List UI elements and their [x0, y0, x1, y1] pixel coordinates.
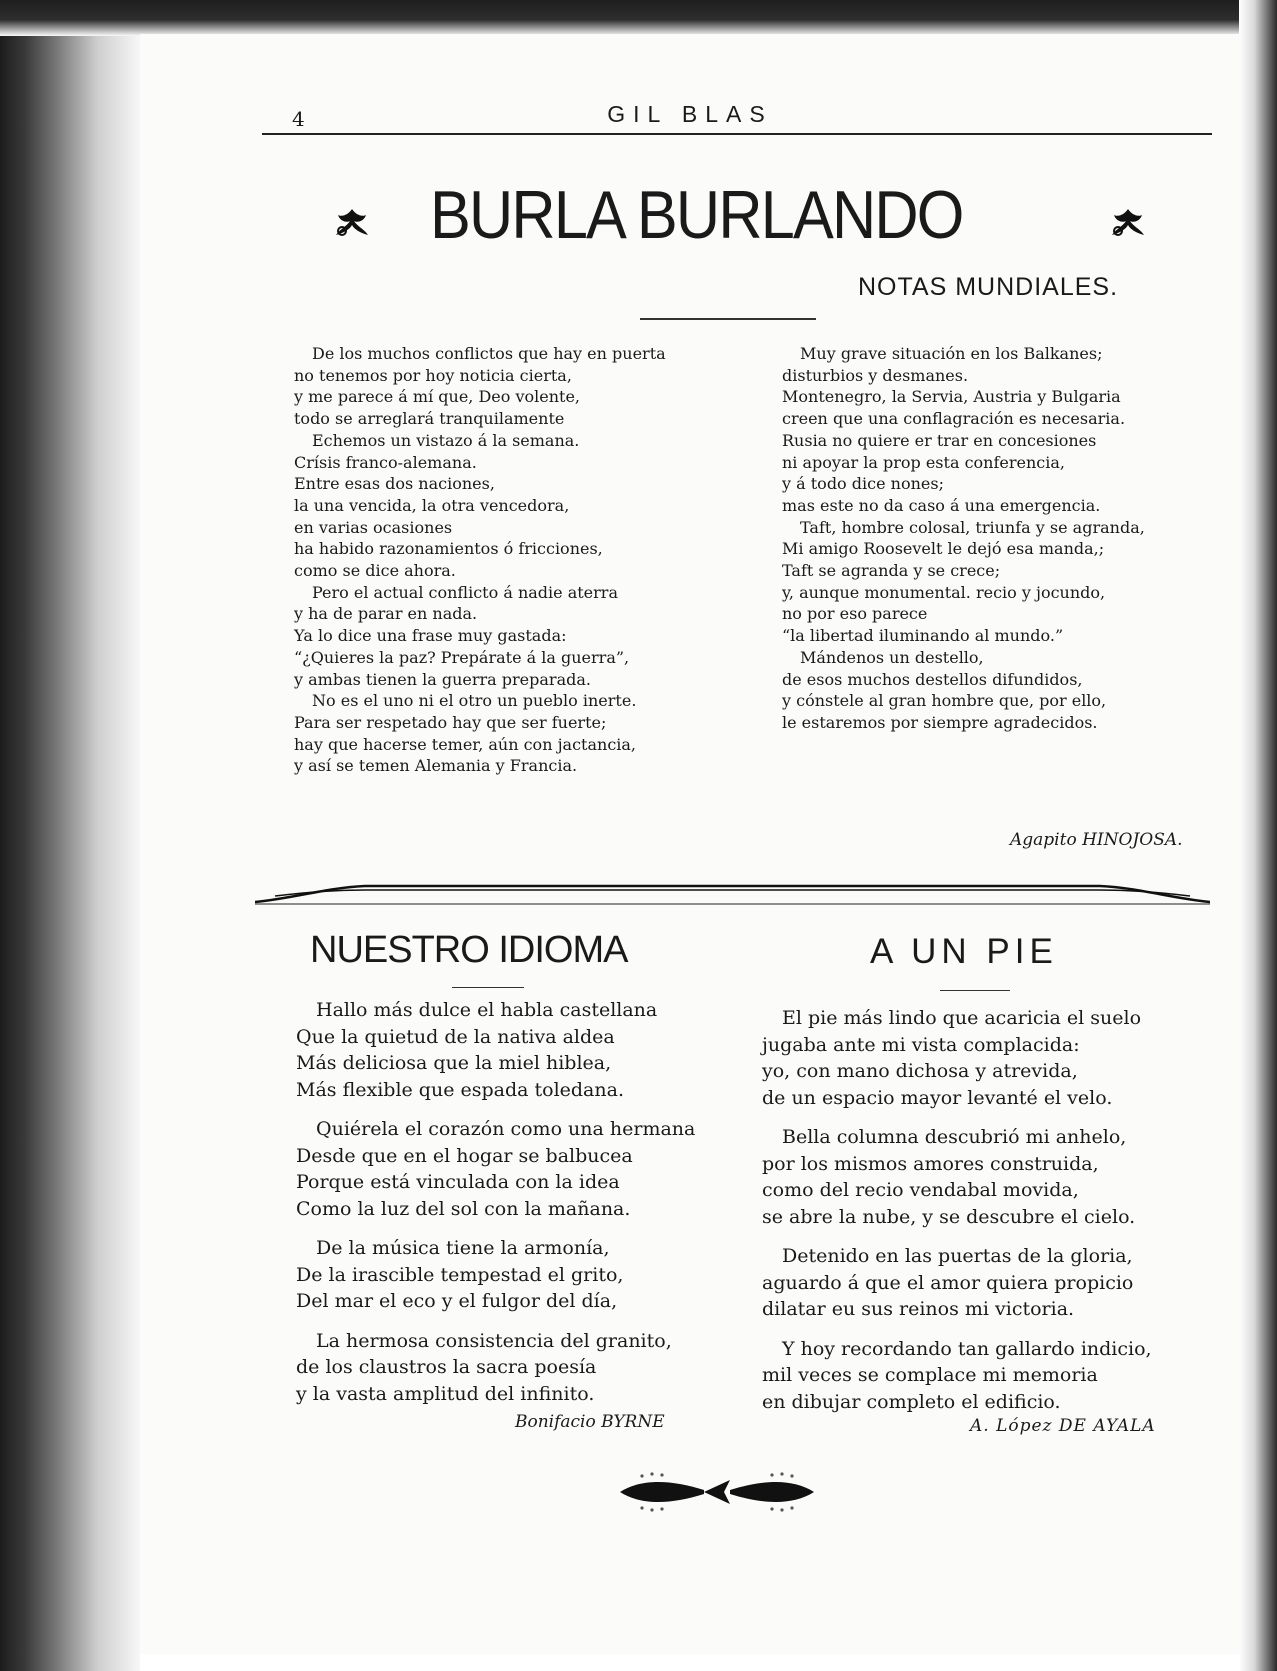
verse-line: El pie más lindo que acaricia el suelo [782, 1007, 1142, 1029]
verse-line: y ha de parar en nada. [294, 604, 478, 624]
stanza [762, 1243, 1152, 1323]
verse-line: en varias ocasiones [294, 517, 453, 537]
verse-line: Como la luz del sol con la mañana. [296, 1197, 631, 1220]
verse-line: y cónstele al gran hombre que, por ello, [782, 691, 1107, 711]
wavy-rule-divider [255, 880, 1210, 906]
verse-line: Montenegro, la Servia, Austria y Bulgaria [782, 387, 1121, 407]
verse-line: Ya lo dice una frase muy gastada: [294, 626, 567, 646]
verse-line: Que la quietud de la nativa aldea [296, 1025, 615, 1048]
verse-line: Taft, hombre colosal, triunfa y se agranda, [800, 517, 1145, 537]
page-number: 4 [292, 107, 305, 131]
verse-line: en dibujar completo el edificio. [762, 1390, 1061, 1413]
verse-line: Detenido en las puertas de la gloria, [782, 1245, 1133, 1267]
verse-line: Echemos un vistazo á la semana. [312, 430, 580, 450]
verse-line: De los muchos conflictos que hay en puerta [312, 344, 666, 363]
verse-line: como se dice ahora. [294, 561, 456, 581]
verse-line: Mándenos un destello, [800, 647, 984, 667]
article-subtitle: NOTAS MUNDIALES. [858, 273, 1119, 301]
article-right-column [782, 343, 1145, 734]
poem-signature-byrne: Bonifacio BYRNE [515, 1412, 665, 1432]
verse-line: jugaba ante mi vista complacida: [762, 1033, 1080, 1056]
verse-line: mas este no da caso á una emergencia. [782, 495, 1101, 515]
verse-line: “la libertad iluminando al mundo.” [782, 626, 1064, 646]
verse-line: Más deliciosa que la miel hiblea, [296, 1052, 612, 1074]
title-rule [452, 987, 524, 988]
verse-line: Quiérela el corazón como una hermana [316, 1118, 696, 1140]
verse-line: Crísis franco-alemana. [294, 452, 477, 472]
article-left-column [294, 343, 666, 777]
subtitle-rule [640, 318, 816, 320]
article-title: BURLA BURLANDO [430, 177, 963, 253]
scan-right-edge [1239, 0, 1277, 1671]
verse-line: Pero el actual conflicto á nadie aterra [312, 582, 618, 602]
article-signature: Agapito HINOJOSA. [1010, 830, 1183, 850]
scan-top-edge [0, 0, 1277, 36]
floral-ornament-icon [330, 205, 374, 241]
stanza [762, 1124, 1152, 1230]
verse-line: De la irascible tempestad el grito, [296, 1263, 624, 1286]
verse-line: de un espacio mayor levanté el velo. [762, 1086, 1113, 1109]
poem-title-nuestro-idioma: NUESTRO IDIOMA [310, 929, 628, 971]
verse-line: y me parece á mí que, Deo volente, [294, 387, 581, 407]
verse-line: le estaremos por siempre agradecidos. [782, 712, 1098, 732]
verse-line: “¿Quieres la paz? Prepárate á la guerra”, [294, 647, 630, 667]
verse-line: ha habido razonamientos ó fricciones, [294, 539, 603, 559]
verse-line: de los claustros la sacra poesía [296, 1356, 597, 1378]
verse-line: y á todo dice nones; [782, 474, 944, 494]
book-binding-shadow [0, 0, 140, 1671]
verse-line: Desde que en el hogar se balbucea [296, 1144, 633, 1167]
verse-line: dilatar eu sus reinos mi victoria. [762, 1298, 1075, 1320]
verse-line: la una vencida, la otra vencedora, [294, 495, 570, 515]
verse-line: mil veces se complace mi memoria [762, 1364, 1098, 1386]
verse-line: hay que hacerse temer, aún con jactancia, [294, 734, 637, 754]
verse-line: y, aunque monumental. recio y jocundo, [782, 582, 1106, 602]
verse-line: Bella columna descubrió mi anhelo, [782, 1126, 1127, 1148]
stanza [762, 1336, 1152, 1416]
verse-line: Rusia no quiere er trar en concesiones [782, 430, 1097, 450]
verse-line: todo se arreglará tranquilamente [294, 409, 565, 429]
verse-line: Entre esas dos naciones, [294, 474, 495, 494]
verse-line: y ambas tienen la guerra preparada. [294, 669, 591, 689]
poem-a-un-pie [762, 1005, 1152, 1428]
verse-line: Taft se agranda y se crece; [782, 561, 1001, 581]
stanza [762, 1005, 1152, 1111]
verse-line: no tenemos por hoy noticia cierta, [294, 365, 572, 385]
poem-title-a-un-pie: A UN PIE [870, 932, 1058, 971]
floral-ornament-icon [1106, 205, 1150, 241]
verse-line: aguardo á que el amor quiera propicio [762, 1271, 1134, 1294]
running-head: GIL BLAS [607, 101, 773, 127]
verse-line: No es el uno ni el otro un pueblo inerte. [312, 691, 637, 711]
verse-line: Del mar el eco y el fulgor del día, [296, 1290, 618, 1312]
verse-line: de esos muchos destellos difundidos, [782, 669, 1083, 689]
verse-line: Mi amigo Roosevelt le dejó esa manda,; [782, 539, 1105, 559]
verse-line: ni apoyar la prop esta conferencia, [782, 452, 1065, 472]
stanza [296, 997, 695, 1103]
header-rule [262, 133, 1212, 135]
stanza [296, 1116, 695, 1222]
stanza [296, 1328, 695, 1408]
verse-line: Y hoy recordando tan gallardo indicio, [782, 1337, 1152, 1360]
verse-line: disturbios y desmanes. [782, 365, 969, 385]
verse-line: De la música tiene la armonía, [316, 1237, 610, 1259]
verse-line: no por eso parece [782, 604, 928, 624]
verse-line: Para ser respetado hay que ser fuerte; [294, 712, 607, 732]
verse-line: Porque está vinculada con la idea [296, 1171, 620, 1193]
verse-line: por los mismos amores construida, [762, 1152, 1099, 1175]
verse-line: yo, con mano dichosa y atrevida, [762, 1060, 1078, 1082]
title-rule [940, 990, 1010, 991]
poem-signature-ayala: A. López DE AYALA [970, 1416, 1156, 1436]
stanza [296, 1235, 695, 1315]
verse-line: Hallo más dulce el habla castellana [316, 999, 658, 1021]
verse-line: y la vasta amplitud del infinito. [296, 1382, 595, 1405]
poem-nuestro-idioma [296, 997, 695, 1420]
verse-line: Muy grave situación en los Balkanes; [800, 344, 1103, 363]
verse-line: creen que una conflagración es necesaria. [782, 409, 1126, 429]
verse-line: y así se temen Alemania y Francia. [294, 756, 578, 776]
verse-line: La hermosa consistencia del granito, [316, 1329, 672, 1352]
verse-line: Más flexible que espada toledana. [296, 1078, 624, 1101]
verse-line: como del recio vendabal movida, [762, 1179, 1079, 1201]
fleuron-ornament-icon [612, 1470, 822, 1514]
verse-line: se abre la nube, y se descubre el cielo. [762, 1205, 1136, 1228]
